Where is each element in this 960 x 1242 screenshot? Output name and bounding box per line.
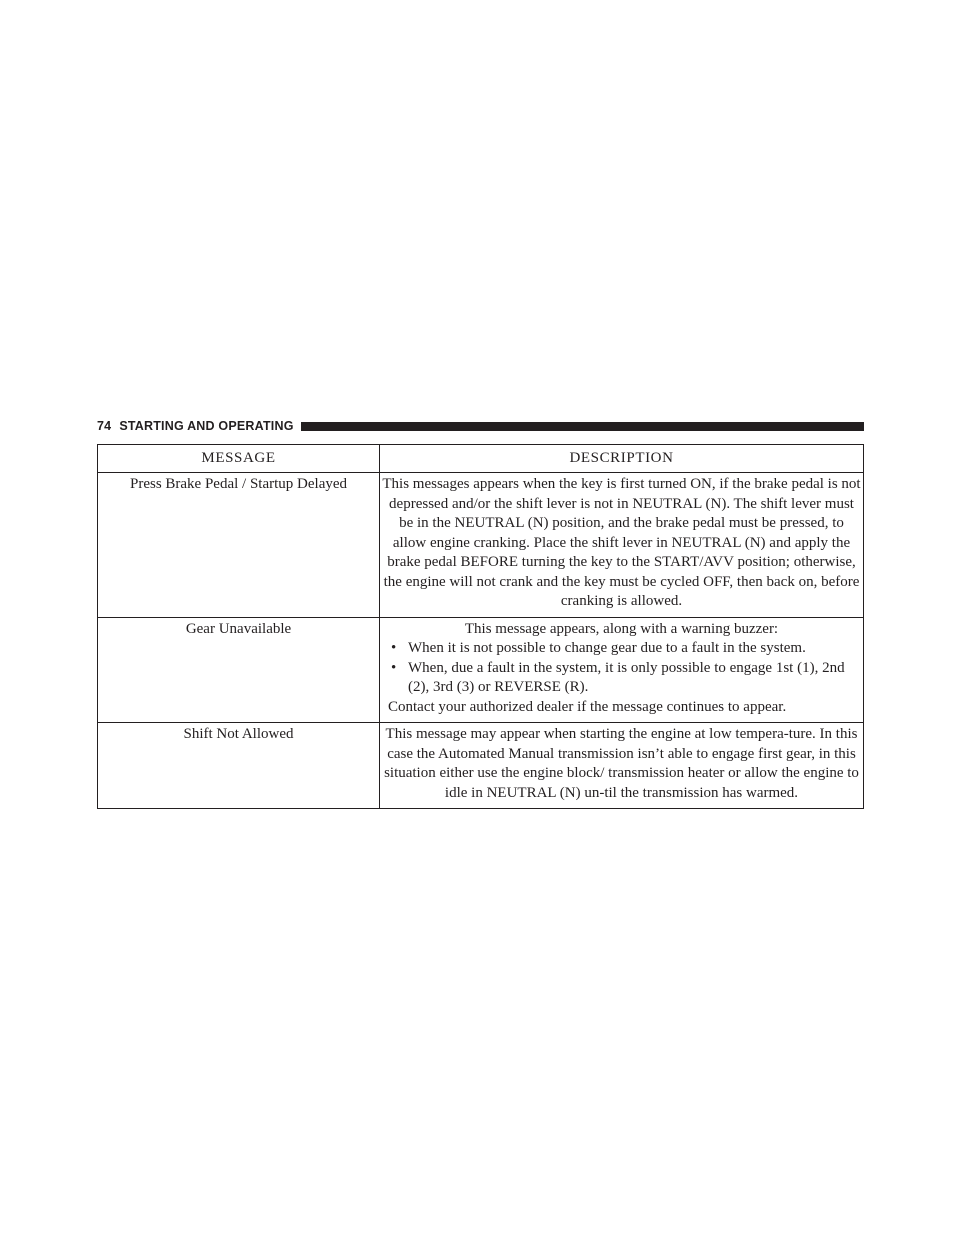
message-cell: Gear Unavailable xyxy=(98,617,380,723)
message-cell: Shift Not Allowed xyxy=(98,723,380,809)
list-item-text: When it is not possible to change gear due to a fault in the system. xyxy=(408,640,806,656)
list-item xyxy=(382,639,861,659)
message-cell: Press Brake Pedal / Startup Delayed xyxy=(98,473,380,618)
table-row xyxy=(98,473,864,618)
bullet-icon: • xyxy=(391,640,397,656)
bullet-list xyxy=(382,639,861,698)
column-header-description: DESCRIPTION xyxy=(380,445,864,473)
table-row xyxy=(98,617,864,723)
description-intro: This message appears, along with a warning buzzer: xyxy=(464,620,779,637)
list-item-text: When, due a fault in the system, it is only possible to engage 1st (1), 2nd (2), 3rd (3) or REVERSE (R). xyxy=(408,659,845,695)
page-number: 74 xyxy=(97,419,112,433)
description-closing: Contact your authorized dealer if the message continues to appear. xyxy=(388,698,787,715)
message-table xyxy=(97,444,864,809)
header-rule xyxy=(301,422,864,431)
section-title: STARTING AND OPERATING xyxy=(119,419,294,433)
table-row xyxy=(98,723,864,809)
column-header-message: MESSAGE xyxy=(98,445,380,473)
table-header-row xyxy=(98,445,864,473)
bullet-icon: • xyxy=(391,659,397,676)
page-header xyxy=(97,418,864,434)
list-item xyxy=(382,659,861,698)
description-cell xyxy=(380,617,864,723)
description-cell: This messages appears when the key is first turned ON, if the brake pedal is not depressed and/or the shift lever is not in NEUTRAL (N). The shift lever must be in the NEUTRAL (N) position, and the brake pedal must be pressed, to allow engine cranking. Place the shift lever in NEUTRAL (N) and apply the brake pedal BEFORE turning the key to the START/AVV position; otherwise, the engine will not crank and the key must be cycled OFF, then back on, before cranking is allowed. xyxy=(380,473,864,618)
description-cell: This message may appear when starting the engine at low tempera-ture. In this case the Automated Manual transmission isn’t able to engage first gear, in this situation either use the engine block/ transmission heater or allow the engine to idle in NEUTRAL (N) un-til the transmission has warmed. xyxy=(380,723,864,809)
